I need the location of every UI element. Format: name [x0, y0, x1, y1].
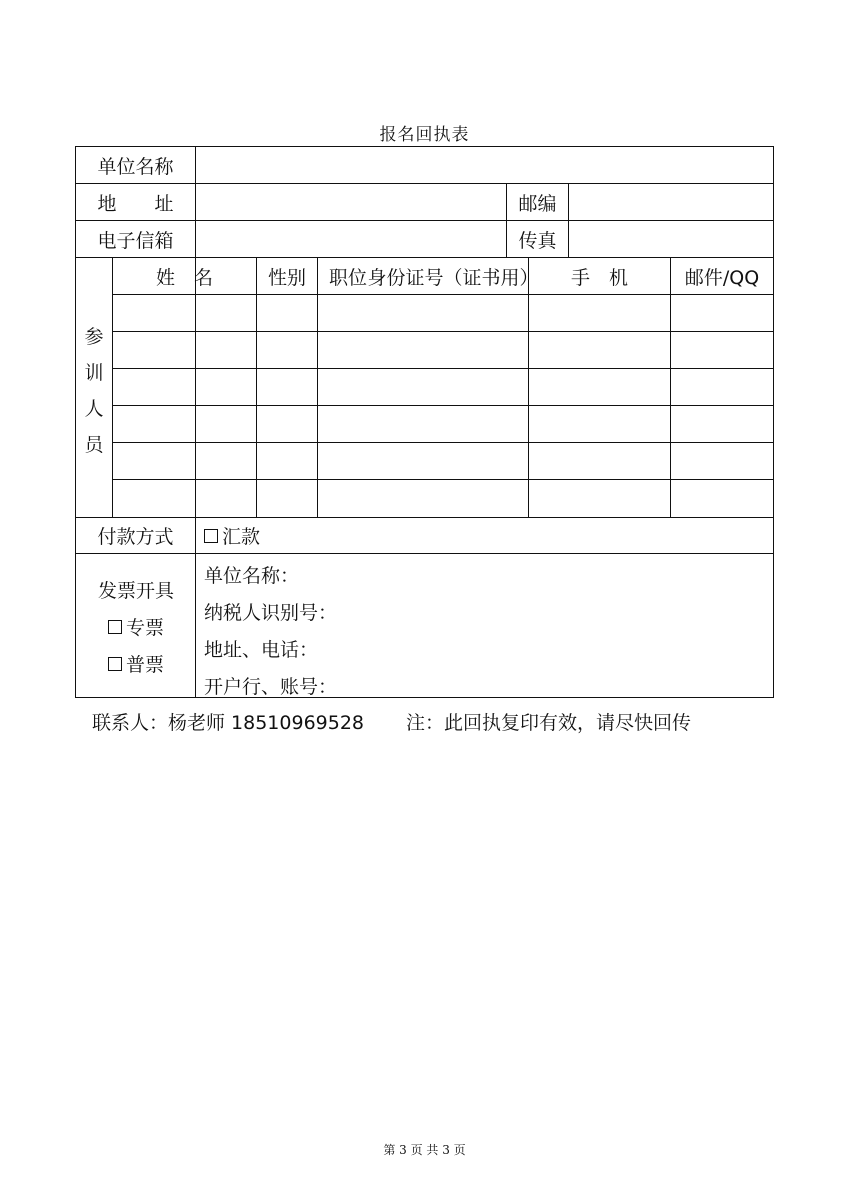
- registration-form: [75, 146, 774, 698]
- fax-label: 传真: [518, 229, 557, 252]
- remittance-label: 汇款: [222, 526, 261, 548]
- email-label: 电子信箱: [97, 229, 174, 252]
- invoice-label: 发票开具: [97, 580, 174, 602]
- participant-row-4[interactable]: [113, 406, 773, 442]
- special-invoice-checkbox[interactable]: [108, 620, 122, 634]
- address-label: 地 址: [97, 192, 174, 215]
- contact-info: 联系人：杨老师 18510969528: [92, 712, 365, 734]
- participants-side-label: 参 训 人 员: [84, 326, 104, 456]
- participant-row-1[interactable]: [113, 295, 773, 331]
- header-position: 职位: [328, 266, 367, 289]
- header-name: 姓 名: [155, 266, 213, 289]
- footer-note: 注：此回执复印有效，请尽快回传: [406, 712, 692, 734]
- form-title: 报名回执表: [379, 125, 470, 145]
- header-gender: 性别: [267, 266, 306, 289]
- postcode-field[interactable]: [569, 184, 773, 220]
- header-id-number: 身份证号（证书用）: [367, 266, 539, 289]
- invoice-bank-account: 开户行、账号：: [204, 676, 338, 698]
- participant-row-3[interactable]: [113, 369, 773, 405]
- invoice-fields: [204, 558, 337, 706]
- postcode-label: 邮编: [518, 192, 557, 215]
- page-number: 第 3 页 共 3 页: [383, 1143, 466, 1157]
- payment-label: 付款方式: [97, 526, 174, 548]
- unit-name-label: 单位名称: [97, 155, 174, 178]
- invoice-tax-id: 纳税人识别号：: [204, 602, 338, 624]
- general-invoice-checkbox[interactable]: [108, 657, 122, 671]
- invoice-label-block: [76, 573, 196, 684]
- participant-row-2[interactable]: [113, 332, 773, 368]
- header-email-qq: 邮件/QQ: [684, 266, 760, 289]
- fax-field[interactable]: [569, 221, 773, 257]
- special-invoice-label: 专票: [125, 617, 164, 639]
- header-mobile: 手 机: [570, 266, 628, 289]
- participant-row-6[interactable]: [113, 480, 773, 517]
- invoice-general-option[interactable]: [76, 647, 196, 684]
- footer-line: [92, 708, 691, 735]
- payment-option[interactable]: [196, 518, 260, 553]
- invoice-unit-name: 单位名称：: [204, 565, 300, 587]
- remittance-checkbox[interactable]: [204, 529, 218, 543]
- invoice-special-option[interactable]: [76, 610, 196, 647]
- invoice-address-phone: 地址、电话：: [204, 639, 319, 661]
- email-field[interactable]: [196, 221, 506, 257]
- unit-name-field[interactable]: [196, 147, 773, 183]
- participant-row-5[interactable]: [113, 443, 773, 479]
- general-invoice-label: 普票: [125, 654, 164, 676]
- address-field[interactable]: [196, 184, 506, 220]
